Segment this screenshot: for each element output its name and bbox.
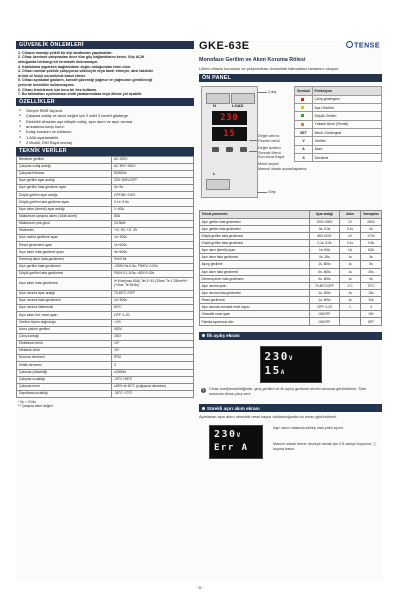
param-default: 70°C: [361, 282, 382, 289]
symbol-cell: [295, 137, 313, 145]
spec-value: 80A: [112, 213, 194, 220]
product-subtitle: Monofaze Gerilim ve Akım Koruma Rölesi: [199, 57, 306, 63]
bullet-icon: [202, 407, 205, 410]
spec-key: Koruma derecesi: [17, 355, 112, 362]
param-step: 1s: [340, 268, 361, 275]
set-button[interactable]: [240, 147, 247, 152]
spec-table: [16, 156, 194, 399]
spec-row: [17, 220, 194, 227]
callout-set: Menü seçimi Manuel olarak açma/kapatma: [258, 162, 307, 171]
function-cell: Menü Göstergesi: [313, 129, 382, 137]
spec-value: 1s~300s: [112, 298, 194, 305]
spec-value: 1~63A: [112, 206, 194, 213]
param-name: Reset gecikmesi: [200, 297, 310, 304]
spec-row: [17, 228, 194, 235]
parameter-row: [200, 282, 382, 289]
spec-key: Çalışma yüksekliği: [17, 369, 112, 376]
symbol-cell: [295, 145, 313, 153]
safety-note: 4. Cihazı normal şekilde çalışıyorsa sökmeyin veya tamir etmeyin, aksi takdirde: [18, 69, 154, 74]
param-range: 1s- 600s: [310, 297, 340, 304]
param-default: 10s: [361, 297, 382, 304]
led-indicator-icon: [301, 114, 304, 117]
param-step: 1A: [340, 247, 361, 254]
parameter-row: [200, 232, 382, 239]
spec-row: [17, 199, 194, 206]
spec-row: [17, 355, 194, 362]
feature-item: ● Gerçek RMS ölçümü.: [19, 108, 191, 113]
info-icon: i: [202, 387, 205, 392]
param-default: 5s: [361, 261, 382, 268]
label-n: N: [213, 103, 216, 109]
param-default: ON: [361, 311, 382, 318]
param-default: 0s: [361, 275, 382, 282]
logo-text: TENSE: [354, 42, 380, 50]
param-range: 80V-210V: [310, 232, 340, 239]
spec-value: IP20: [112, 355, 194, 362]
callout-down: Değer azaltıcı Sonraki Menü Son Arıza Kaydı: [258, 146, 285, 159]
spec-key: Aşırı akım hata gecikme ayarı: [17, 249, 112, 256]
callout-up: Değer artırıcı Önceki menü: [258, 134, 280, 143]
spec-key: Depolama sıcaklığı: [17, 391, 112, 398]
spec-value: -30°C~70°C: [112, 391, 194, 398]
left-column: [16, 41, 194, 410]
fault-screen-voltage: 230V: [214, 429, 242, 441]
spec-row: [17, 383, 194, 390]
param-name: Fabrika ayarlarına dön: [200, 318, 310, 325]
spec-value: F80V:0.1-5.0s; <80V:0.02s: [112, 270, 194, 277]
spec-key: Düşük gerilim ayar aralığı: [17, 192, 112, 199]
spec-value: 450V: [112, 326, 194, 333]
param-range: 0s- 5.0s: [310, 225, 340, 232]
spec-row: [17, 326, 194, 333]
param-range: 0s- 600s: [310, 268, 340, 275]
param-step: 0.1s: [340, 225, 361, 232]
param-step: 1s: [340, 289, 361, 296]
param-name: Aşırı akım hata gecikmesi: [200, 268, 310, 275]
param-step: 1V: [340, 218, 361, 225]
spec-value: 0s~600s: [112, 249, 194, 256]
param-default: 30s: [361, 268, 382, 275]
symbol-cell: [295, 112, 313, 120]
param-default: OFF: [361, 318, 382, 325]
spec-key: Aşırı akım (termik) ayar aralığı: [17, 206, 112, 213]
param-col-header: Teknik parametre: [200, 211, 310, 218]
symbol-row: [295, 154, 382, 162]
spec-value: 3: [112, 362, 194, 369]
param-range: 0.1s- 5.0s: [310, 239, 340, 246]
spec-value: 13.9kW: [112, 220, 194, 227]
spec-footnote: * 0s = 0.04s: [18, 399, 37, 404]
spec-value: lr*10ve(max 80A) Tel:1*.51 (20sel. Te 1.25lvel+lr* (+2sel. Te:Te/3s): [112, 278, 194, 291]
first-screen-seconds: 15A: [264, 363, 286, 377]
page-number: -1-: [197, 586, 203, 591]
param-default: 3: [361, 304, 382, 311]
symbol-cell: [295, 104, 313, 112]
spec-row: [17, 170, 194, 177]
spec-value: 10⁶: [112, 348, 194, 355]
spec-key: Reset gecikmesi ayarı: [17, 242, 112, 249]
spec-key: Aşırı gerilim hata gecikme ayarı: [17, 185, 112, 192]
fault-screen-error: Err A: [214, 443, 249, 454]
param-range: ON/OFF: [310, 318, 340, 325]
callout-line-input: [257, 192, 267, 193]
spec-key: Aşırı gerilim hata gecikmesi: [17, 263, 112, 270]
first-screen-heading: [199, 332, 382, 340]
spec-value: -20°C~55°C: [112, 376, 194, 383]
spec-key: Aşırı ısınma hata gecikmesi: [17, 298, 112, 305]
spec-value: 0*e/0.5s: [112, 256, 194, 263]
spec-row: [17, 333, 194, 340]
spec-row: [17, 270, 194, 277]
parameter-row: [200, 275, 382, 282]
spec-value: 10⁵: [112, 341, 194, 348]
spec-key: Maksimum çalışma akımı (10dk süreli): [17, 213, 112, 220]
spec-key: Çalışma sıcaklığı: [17, 376, 112, 383]
fault-screen-heading: [199, 404, 382, 412]
spec-row: [17, 256, 194, 263]
symbol-col-header: Sembol: [295, 87, 313, 95]
spec-value: 70-80°C /OFF: [112, 291, 194, 298]
spec-row: [17, 242, 194, 249]
safety-notes: [16, 49, 194, 97]
spec-key: Mekanik ömür: [17, 348, 112, 355]
param-step: 1s: [340, 275, 361, 282]
document-sheet: [16, 41, 382, 581]
label-load: LOAD: [232, 103, 244, 109]
function-cell: Akım: [313, 145, 382, 153]
parameter-row: [200, 218, 382, 225]
spec-row: [17, 206, 194, 213]
step-col-header: Adım: [340, 211, 361, 218]
features-heading: ÖZELLİKLER: [16, 98, 194, 106]
spec-row: [17, 235, 194, 242]
first-screen-voltage: 230V: [264, 349, 294, 363]
spec-row: [17, 362, 194, 369]
symbol-table: [294, 86, 382, 162]
feature-item: ● Çalışma voltajı ve akım değeri için 2 adet 3 haneli gösterge.: [19, 113, 191, 118]
spec-key: Çıkış kontağı: [17, 333, 112, 340]
first-screen-info: i Cihaz enerjilendirildiğinde, giriş gerilimi ve ilk açılış gecikme süresi ekranda görüntülenir. Süre sonunda cihaz çıkış verir.: [202, 386, 367, 396]
param-range: 1s- 600s: [310, 261, 340, 268]
param-step: 1V: [340, 232, 361, 239]
spec-row: [17, 298, 194, 305]
param-step: 1°C: [340, 282, 361, 289]
parameter-row: [200, 254, 382, 261]
parameter-row: [200, 261, 382, 268]
symbol-row: [295, 120, 382, 128]
spec-value: ≤50% at 40°C (yoğuşma olmadan): [112, 383, 194, 390]
param-name: Aşırıg gecikme: [200, 261, 310, 268]
param-range: ON/OFF: [310, 311, 340, 318]
spec-value: ≤2000m: [112, 369, 194, 376]
safety-note: 2. Cihaz üzerinde çalışmadan önce tüm güç bağlantılarını kesin. Güç AÇIK: [18, 55, 145, 60]
spec-key: Aşırı gerilim ayar aralığı: [17, 178, 112, 185]
param-step: 0.1s: [340, 239, 361, 246]
spec-value: 1NO: [112, 333, 194, 340]
symbol-row: [295, 95, 382, 103]
spec-key: Aşırı ısınma ayar aralığı: [17, 291, 112, 298]
callout-input: Giriş: [268, 190, 276, 195]
spec-key: Düşük gerilim hata gecikme ayarı: [17, 199, 112, 206]
first-screen-title: İlk açılış ekranı: [207, 333, 240, 339]
param-step: [340, 311, 361, 318]
brand-logo: [346, 41, 380, 50]
spec-value: <1%: [112, 319, 194, 326]
param-range: 0s- 30s: [310, 254, 340, 261]
fault-screen-info: Ayarlanan aşırı akım otomatik reset sayısı doldurduğunda bu ekran görüntülenir.: [199, 414, 338, 420]
function-cell: Düşük Gerilim: [313, 112, 382, 120]
device-display-voltage: 230: [212, 111, 247, 125]
spec-row: [17, 341, 194, 348]
fault-annotation-1: Aşırı akım hatasına sebep olan yükü ayırın.: [273, 426, 344, 431]
callout-output: Çıkış: [268, 90, 277, 95]
param-name: Aşırı akım hata gecikmesi: [200, 254, 310, 261]
spec-row: [17, 178, 194, 185]
spec-key: Çalışma nemi: [17, 383, 112, 390]
spec-row: [17, 185, 194, 192]
fault-screen-panel: [199, 422, 382, 482]
function-cell: Çıkış göstergesi: [313, 95, 382, 103]
safety-note: 3. Kablolama yaparken bağlantıların doğru olduğundan emin olun.: [18, 64, 132, 69]
param-step: 1: [340, 304, 361, 311]
param-name: Aşırı gerilim hata gecikmesi: [200, 218, 310, 225]
callout-line-output: [257, 92, 267, 93]
parameter-row: [200, 239, 382, 246]
spec-value: 1s~600s: [112, 242, 194, 249]
spec-value: OFF/80~210V: [112, 192, 194, 199]
spec-value: AC 220V: [112, 156, 194, 163]
led-indicator-icon: [301, 98, 304, 101]
param-step: 1s: [340, 297, 361, 304]
param-default: 250V: [361, 218, 382, 225]
param-range: 220V-300V: [310, 218, 340, 225]
callout-line-down: [249, 151, 257, 152]
spec-row: [17, 213, 194, 220]
parameter-row: [200, 311, 382, 318]
param-default: 63A: [361, 247, 382, 254]
spec-key: Aşırı ısınma histerezisi: [17, 305, 112, 312]
symbol-text: V: [302, 139, 305, 144]
symbol-cell: [295, 95, 313, 103]
spec-key: Arma yalıtım gerilimi: [17, 326, 112, 333]
symbol-text: S: [302, 155, 305, 160]
terminal-n: [206, 93, 230, 104]
param-range: 0s- 600s: [310, 275, 340, 282]
spec-value: 50/60Hz: [112, 170, 194, 177]
symbol-row: [295, 137, 382, 145]
spec-key: Histerezis: [17, 228, 112, 235]
spec-row: [17, 291, 194, 298]
parameter-row: [200, 225, 382, 232]
spec-row: [17, 192, 194, 199]
param-name: Otomatik reset ayarı: [200, 311, 310, 318]
param-name: Aşırı gerilim hata gecikmesi: [200, 225, 310, 232]
parameter-row: [200, 247, 382, 254]
parameter-row: [200, 289, 382, 296]
fault-screen-display: [209, 425, 263, 459]
symbol-row: [295, 112, 382, 120]
spec-row: [17, 369, 194, 376]
fault-screen-title: Sürekli aşırı akım ekranı: [207, 405, 260, 411]
right-column: [199, 41, 382, 482]
feature-item: ● 2 Modül, DIN Raya montaj.: [19, 140, 191, 145]
terminal-l: [206, 179, 230, 190]
function-col-header: Fonksiyon: [313, 87, 382, 95]
up-button[interactable]: [212, 147, 219, 152]
relay-device: [201, 86, 258, 198]
spec-row: [17, 278, 194, 291]
device-display-current: 15: [212, 127, 247, 141]
front-panel-diagram: [199, 82, 382, 206]
spec-key: Gerilim ölçüm doğruluğu: [17, 319, 112, 326]
spec-value: 225~300V/OFF: [112, 178, 194, 185]
symbol-table-header: [295, 87, 382, 95]
spec-key: Demeraj akım hata gecikmesi: [17, 256, 112, 263]
intro-text: Lütfen cihazın kurulumu ve çalıştırılması öncesinde talimatların tamamını okuyun.: [199, 66, 340, 71]
spec-key: Çalışma frekansı: [17, 170, 112, 177]
spec-value: 50°C: [112, 305, 194, 312]
spec-row: [17, 391, 194, 398]
param-name: Demeraj akım hata gecikmesi: [200, 275, 310, 282]
default-col-header: Varsayılan: [361, 211, 382, 218]
spec-key: Besleme gerilimi: [17, 156, 112, 163]
param-name: Aşırı ısınma hata gecikmesi: [200, 289, 310, 296]
param-name: Aşırı akımda otomatik reset sayısı: [200, 304, 310, 311]
range-col-header: Ayar aralığı: [310, 211, 340, 218]
spec-row: [17, 249, 194, 256]
specs-heading: TEKNİK VERİLER: [16, 147, 194, 155]
spec-key: Çalışma voltaj aralığı: [17, 163, 112, 170]
param-default: 170V: [361, 232, 382, 239]
spec-key: Aşırı akım üst. reset ayarı: [17, 312, 112, 319]
param-default: 15s: [361, 289, 382, 296]
safety-note: 1. Cihazın montajı yetkili bir kişi tarafından yapılmalıdır.: [18, 50, 113, 55]
spec-footnote: ** Çalışma akım değeri: [18, 404, 53, 409]
param-name: Aşırı ısınma ayarı: [200, 282, 310, 289]
symbol-row: [295, 145, 382, 153]
parameter-row: [200, 268, 382, 275]
spec-row: [17, 348, 194, 355]
spec-value: OFF~1-20: [112, 312, 194, 319]
model-title: GKE-63E: [199, 40, 250, 52]
function-cell: Gecikme: [313, 154, 382, 162]
parameter-row: [200, 297, 382, 304]
param-default: 5s: [361, 254, 382, 261]
param-name: Düşük gerilim hata gecikmesi: [200, 232, 310, 239]
label-l: L: [213, 171, 216, 177]
spec-value: 1s~300s: [112, 235, 194, 242]
spec-footnotes: [16, 398, 194, 410]
spec-key: Elektriksel ömür: [17, 341, 112, 348]
param-name: Düşük gerilim hata gecikmesi: [200, 239, 310, 246]
spec-row: [17, 312, 194, 319]
down-button[interactable]: [226, 147, 233, 152]
safety-note: yerlerde kesinlikle kullanmayınız.: [18, 83, 75, 88]
symbol-text: A: [302, 147, 305, 152]
feature-item: ● Elektrikli cihazları aşırı/düşük voltaj, aşırı akım ve aşırı ısınma: [19, 119, 191, 124]
symbol-row: [295, 129, 382, 137]
spec-key: Aşırı akım hata gecikmesi: [17, 278, 112, 291]
parameter-row: [200, 304, 382, 311]
symbol-cell: [295, 120, 313, 128]
param-default: 0s: [361, 225, 382, 232]
parameter-row: [200, 318, 382, 325]
param-range: OFF~1-20: [310, 304, 340, 311]
spec-key: Aşırı ısıtma gecikme ayarı: [17, 235, 112, 242]
function-cell: Yüksek Akım (Termik): [313, 120, 382, 128]
symbol-cell: [295, 154, 313, 162]
spec-value: +/2. 5V; +/2. 3V: [112, 228, 194, 235]
fault-annotation-2: Manuel olarak tekrar devreye almak için 0.5 saniye boyunca ⚪ tuşuna basın.: [273, 442, 377, 452]
safety-heading: GÜVENLİK ÖNLEMLERİ: [16, 41, 194, 49]
bullet-icon: [202, 334, 205, 337]
spec-row: [17, 263, 194, 270]
function-cell: Gerilim: [313, 137, 382, 145]
feature-item: ● 1-63A ayarlanabilir.: [19, 135, 191, 140]
param-default: 0.5s: [361, 239, 382, 246]
safety-note: 6. Cihazı temizlemek için kuru bir bez kullanın.: [18, 87, 98, 92]
function-cell: Aşırı Gerilim: [313, 104, 382, 112]
features-list: [16, 106, 194, 147]
param-step: [340, 318, 361, 325]
led-indicator-icon: [301, 123, 304, 126]
logo-ring-icon: [346, 41, 353, 48]
spec-key: Düşük gerilim hata gecikmesi: [17, 270, 112, 277]
spec-row: [17, 305, 194, 312]
parameter-table-header: [200, 211, 382, 218]
spec-value: 0.1s~5.0s: [112, 199, 194, 206]
param-name: Aşırı akım (termik) ayarı: [200, 247, 310, 254]
spec-value: AC 50V~450V: [112, 163, 194, 170]
safety-note: 5. Cihazı açmadan gazların, korozif gözeneği yağmur ve yağmurun girebileceği: [18, 78, 153, 83]
parameter-table: [199, 210, 382, 325]
spec-row: [17, 376, 194, 383]
spec-value: <300V:0s-0.5s; F300V: 0.02s: [112, 263, 194, 270]
feature-item: ● Kolay kurulum ve kullanım.: [19, 129, 191, 134]
param-range: 1s~63A: [310, 247, 340, 254]
first-screen-display: [260, 346, 322, 383]
param-range: 1s- 300s: [310, 289, 340, 296]
symbol-text: SET: [300, 130, 307, 135]
spec-value: 0s~5s: [112, 185, 194, 192]
spec-row: [17, 319, 194, 326]
symbol-row: [295, 104, 382, 112]
param-step: 1s: [340, 261, 361, 268]
brand-row: [199, 41, 382, 56]
param-range: 70-80°C/OFF: [310, 282, 340, 289]
safety-note: 7. Bu talimatları uyulmaması ciddi yaralanmalara veya ölüme yol açabilir.: [18, 92, 143, 97]
led-indicator-icon: [301, 106, 304, 109]
symbol-cell: [295, 129, 313, 137]
front-panel-heading: ÖN PANEL: [199, 74, 382, 82]
safety-note: ürünü ve kişiyi sorumluluk kabul etmez.: [18, 73, 87, 78]
spec-row: [17, 156, 194, 163]
param-step: 1s: [340, 254, 361, 261]
feature-item: ● arızalarına karşı korur.: [19, 124, 191, 129]
spec-key: Maksimum yük gücü: [17, 220, 112, 227]
safety-note: olduğunda herhangi bir terminale dokunmayın.: [18, 60, 99, 65]
callout-line-up: [249, 140, 257, 141]
spec-row: [17, 163, 194, 170]
spec-key: Kirlilik derecesi: [17, 362, 112, 369]
